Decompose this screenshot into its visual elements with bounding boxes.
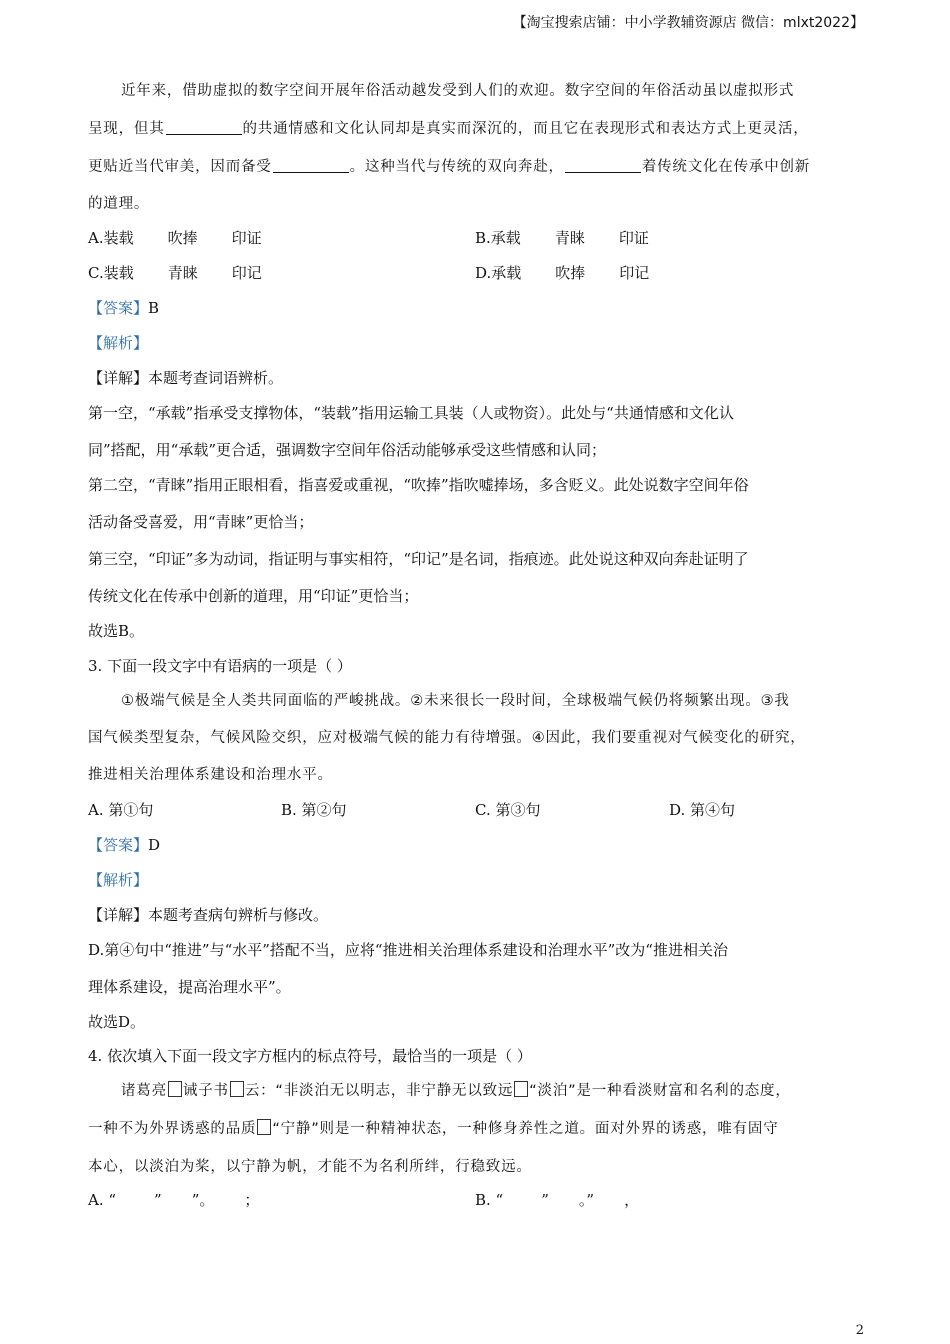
passage2-text: 呈现，但其	[88, 121, 165, 137]
blank-2	[273, 158, 349, 173]
q3-analysis-label: 【解析】	[88, 871, 149, 889]
detail-label: 【详解】	[88, 906, 149, 924]
q4-question: 4. 依次填入下面一段文字方框内的标点符号，最恰当的一项是（ ）	[88, 1047, 532, 1065]
q2-explanation-2a: 第二空，“青睐”指用正眼相看，指喜爱或重视，“吹捧”指吹嘘捧场，多含贬义。此处说数字空间年俗	[88, 476, 749, 494]
q2-explanation-1b: 同”搭配，用“承载”更合适，强调数字空间年俗活动能够承受这些情感和认同；	[88, 441, 607, 459]
q4-text: “淡泊”是一种看淡财富和名利的态度，	[529, 1083, 791, 1099]
answer-value: B	[148, 299, 160, 317]
passage2-line1: 近年来，借助虚拟的数字空间开展年俗活动越发受到人们的欢迎。数字空间的年俗活动虽以虚拟形式	[121, 83, 795, 99]
blank-1	[166, 120, 242, 135]
q2-explanation-3b: 传统文化在传承中创新的道理，用“印证”更恰当；	[88, 587, 419, 605]
option-word: 青睐	[554, 229, 585, 247]
detail-text: 本题考查词语辨析。	[148, 369, 284, 387]
punctuation-box-3	[514, 1081, 528, 1097]
option-word: 青睐	[167, 264, 198, 282]
option-mark: ；	[244, 1191, 260, 1209]
page-header-watermark: 【淘宝搜索店铺：中小学教辅资源店 微信：mlxt2022】	[512, 15, 864, 31]
passage2-text: 。这种当代与传统的双向奔赴，	[349, 159, 564, 175]
q3-option-d: D. 第④句	[669, 801, 736, 819]
passage2-line2	[88, 118, 809, 140]
q2-explanation-3a: 第三空，“印证”多为动词，指证明与事实相符，“印记”是名词，指痕迹。此处说这种双向奔赴证明了	[88, 550, 749, 568]
passage2-text: 更贴近当代审美，因而备受	[88, 159, 272, 175]
passage2-line3	[88, 156, 810, 178]
option-mark: B. “	[475, 1191, 504, 1209]
option-word: 印记	[231, 264, 262, 282]
q2-conclusion: 故选B。	[88, 622, 145, 640]
q3-explanation-1b: 理体系建设，提高治理水平”。	[88, 978, 291, 996]
option-mark: ，	[624, 1191, 640, 1209]
option-mark: ”。	[191, 1191, 215, 1209]
detail-text: 本题考查病句辨析与修改。	[148, 906, 329, 924]
q3-detail	[88, 904, 328, 926]
q3-question: 3. 下面一段文字中有语病的一项是（ ）	[88, 657, 352, 675]
option-word: 承载	[490, 229, 521, 247]
detail-label: 【详解】	[88, 369, 149, 387]
option-word: 印证	[231, 229, 262, 247]
q4-passage-3: 本心，以淡泊为桨，以宁静为帆，才能不为名利所绊，行稳致远。	[88, 1159, 532, 1175]
option-word: 承载	[491, 264, 522, 282]
option-word: 吹捧	[555, 264, 586, 282]
q4-text: “宁静”则是一种精神状态，一种修身养性之道。面对外界的诱惑，唯有固守	[272, 1121, 779, 1137]
q3-passage-1: ①极端气候是全人类共同面临的严峻挑战。②未来很长一段时间，全球极端气候仍将频繁出现。③我	[121, 693, 790, 709]
option-letter: A.	[88, 229, 104, 247]
q4-passage-1	[121, 1080, 791, 1102]
option-word: 吹捧	[167, 229, 198, 247]
option-word: 印记	[619, 264, 650, 282]
q3-option-c: C. 第③句	[475, 801, 541, 819]
passage2-text: 的共通情感和文化认同却是真实而深沉的，而且它在表现形式和表达方式上更灵活，	[242, 121, 809, 137]
q4-passage-2	[88, 1118, 779, 1140]
answer-label: 【答案】	[88, 299, 149, 317]
q3-option-b: B. 第②句	[281, 801, 347, 819]
option-letter: D.	[475, 264, 492, 282]
q2-analysis-label: 【解析】	[88, 334, 149, 352]
q2-option-d	[475, 262, 683, 283]
q3-conclusion: 故选D。	[88, 1013, 146, 1031]
q2-option-c	[88, 262, 296, 283]
option-letter: B.	[475, 229, 491, 247]
q4-text: 一种不为外界诱惑的品质	[88, 1121, 257, 1137]
q4-option-b	[475, 1189, 639, 1210]
q4-text: 诸葛亮	[121, 1083, 167, 1099]
option-mark: ”	[541, 1191, 549, 1209]
passage2-line4: 的道理。	[88, 196, 150, 212]
passage2-text: 着传统文化在传承中创新	[641, 159, 811, 175]
answer-label: 【答案】	[88, 836, 149, 854]
option-word: 装载	[103, 264, 134, 282]
q3-passage-2: 国气候类型复杂，气候风险交织，应对极端气候的能力有待增强。④因此，我们要重视对气候变化的研究，	[88, 730, 806, 746]
option-word: 装载	[103, 229, 134, 247]
page-number: 2	[855, 1323, 864, 1338]
q2-answer	[88, 297, 159, 319]
q4-option-a	[88, 1189, 259, 1210]
option-mark: A. “	[88, 1191, 117, 1209]
option-letter: C.	[88, 264, 104, 282]
punctuation-box-2	[230, 1081, 244, 1097]
q2-explanation-2b: 活动备受喜爱，用“青睐”更恰当；	[88, 513, 314, 531]
option-mark: ”	[154, 1191, 162, 1209]
q2-option-b	[475, 227, 683, 248]
q2-detail	[88, 367, 283, 389]
q2-explanation-1a: 第一空，“承载”指承受支撑物体，“装载”指用运输工具装（人或物资）。此处与“共通情感和文化认	[88, 404, 734, 422]
q3-answer	[88, 834, 160, 856]
q2-option-a	[88, 227, 296, 248]
q3-explanation-1a: D.第④句中“推进”与“水平”搭配不当，应将“推进相关治理体系建设和治理水平”改为“推进相关治	[88, 941, 728, 959]
q3-passage-3: 推进相关治理体系建设和治理水平。	[88, 767, 333, 783]
option-mark: 。”	[578, 1191, 595, 1209]
blank-3	[565, 158, 641, 173]
q3-option-a: A. 第①句	[88, 801, 154, 819]
punctuation-box-4	[257, 1119, 271, 1135]
q4-text: 云：“非淡泊无以明志，非宁静无以致远	[244, 1083, 514, 1099]
answer-value: D	[148, 836, 161, 854]
q4-text: 诫子书	[182, 1083, 229, 1099]
punctuation-box-1	[168, 1081, 182, 1097]
option-word: 印证	[618, 229, 649, 247]
